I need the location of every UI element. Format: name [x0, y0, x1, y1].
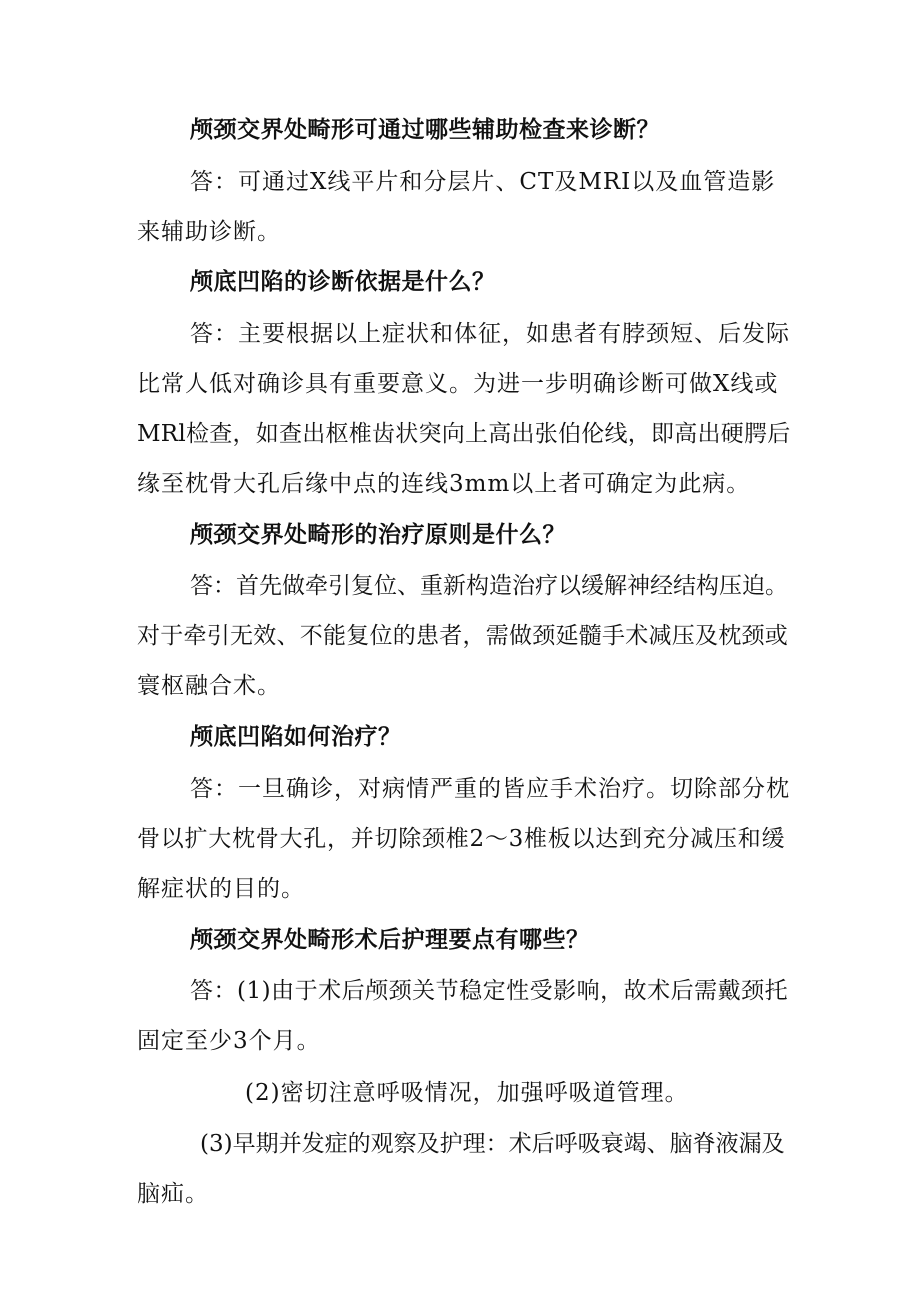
question-heading: 颅颈交界处畸形术后护理要点有哪些？	[190, 926, 590, 953]
answer-line: 答：可通过X线平片和分层片、CT及MRI以及血管造影	[190, 169, 776, 195]
answer-line: 比常人低对确诊具有重要意义。为进一步明确诊断可做X线或	[137, 371, 779, 397]
question-heading: 颅底凹陷如何治疗？	[190, 723, 402, 750]
answer-line: 答：首先做牵引复位、重新构造治疗以缓解神经结构压迫。	[190, 573, 788, 599]
answer-line: MRl检查，如查出枢椎齿状突向上高出张伯伦线，即高出硬腭后	[137, 421, 791, 447]
question-heading: 颅颈交界处畸形可通过哪些辅助检查来诊断？	[190, 116, 660, 143]
answer-line: 缘至枕骨大孔后缘中点的连线3mm以上者可确定为此病。	[137, 471, 751, 497]
answer-line: 答：主要根据以上症状和体征，如患者有脖颈短、后发际	[190, 321, 790, 347]
answer-line: (2)密切注意呼吸情况，加强呼吸道管理。	[245, 1080, 689, 1106]
question-heading: 颅颈交界处畸形的治疗原则是什么？	[190, 521, 566, 548]
answer-line: 骨以扩大枕骨大孔，并切除颈椎2～3椎板以达到充分减压和缓	[137, 826, 786, 852]
answer-line: 来辅助诊断。	[137, 219, 281, 245]
answer-line: 固定至少3个月。	[137, 1028, 321, 1054]
answer-line: 脑疝。	[137, 1181, 209, 1207]
answer-line: 对于牵引无效、不能复位的患者，需做颈延髓手术减压及枕颈或	[137, 623, 788, 649]
answer-line: (3)早期并发症的观察及护理：术后呼吸衰竭、脑脊液漏及	[200, 1131, 785, 1157]
answer-line: 寰枢融合术。	[137, 673, 281, 699]
answer-line: 解症状的目的。	[137, 876, 305, 902]
answer-line: 答：一旦确诊，对病情严重的皆应手术治疗。切除部分枕	[190, 776, 790, 802]
question-heading: 颅底凹陷的诊断依据是什么？	[190, 268, 496, 295]
answer-line: 答：(1)由于术后颅颈关节稳定性受影响，故术后需戴颈托	[190, 978, 789, 1004]
